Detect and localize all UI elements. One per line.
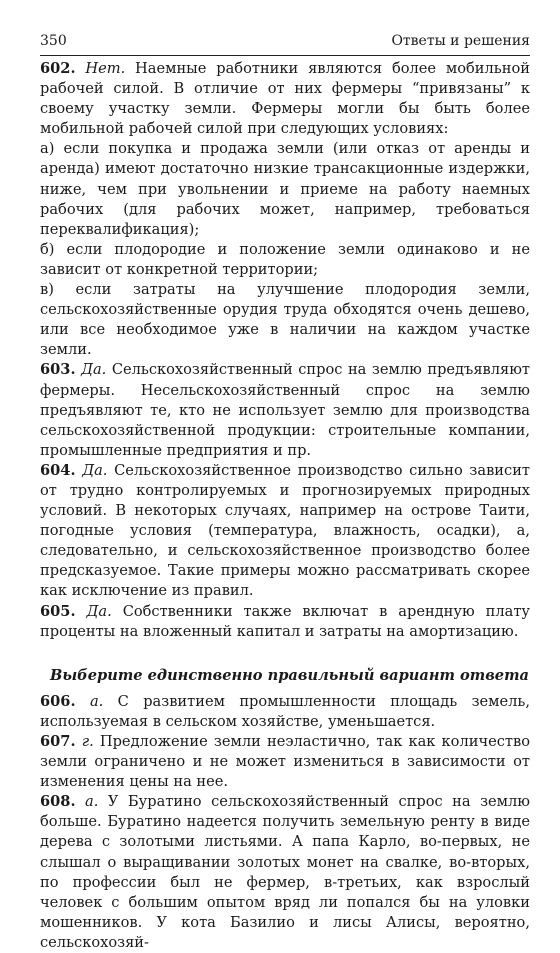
answer-603 [40,360,530,460]
item-number: 603. [40,361,76,379]
item-text: С развитием промышленности площадь земель, используемая в сельском хозяйстве, уменьшается. [40,692,531,730]
item-number: 604. [40,461,76,479]
page-content [40,59,530,953]
item-text: Собственники также включат в арендную плату проценты на вложенный капитал и затраты на амортизацию. [40,602,531,640]
running-title: Ответы и решения [391,33,530,49]
answer-607 [40,732,530,792]
item-text: У Буратино сельскохозяйственный спрос на землю больше. Буратино надеется получить земельную ренту в виде дерева с золотыми листьями. А папа Карло, во-первых, не слышал о выращивании золотых монет на свалке, во-вторых, по профессии был не фермер, в-третьих, как взрослый человек с большим опытом вряд ли попался бы на уловки мошенников. У кота Базилио и лисы Алисы, вероятно, сельскохозяй- [40,793,531,951]
answer-606 [40,692,530,732]
item-number: 607. [40,733,76,750]
answer-608 [40,792,530,953]
header-rule [40,55,530,56]
item-answer: Нет. [85,60,126,77]
answer-605 [40,602,530,642]
item-answer: Да. [86,602,112,620]
page-number: 350 [40,33,67,49]
condition-b: б) если плодородие и положение земли одинаково и не зависит от конкретной территории; [40,240,530,278]
item-number: 605. [40,602,76,620]
item-text: Сельскохозяйственный спрос на землю предъявляют фермеры. Несельскохозяйственный спрос на землю предъявляют те, кто не использует землю для производства сельскохозяйственной продукции: строительные компании, промышленные предприятия и пр. [40,361,531,459]
item-answer: а. [85,793,99,811]
item-number: 606. [40,692,76,710]
answer-604 [40,461,530,602]
condition-c: в) если затраты на улучшение плодородия земли, сельскохозяйственные орудия труда обходятся очень дешево, или все необходимое уже в наличии на каждом участке земли. [40,281,530,359]
item-answer: а. [89,692,104,710]
page-header [40,30,530,52]
item-text: Наемные работники являются более мобильной рабочей силой. В отличие от них фермеры “привязаны” к своему участку земли. Фермеры могли бы быть более мобильной рабочей силой при следующих условиях: [40,60,530,138]
item-answer: Да. [82,461,108,479]
section-title: Выберите единственно правильный вариант ответа [50,666,529,684]
item-answer: Да. [81,361,107,379]
condition-a: а) если покупка и продажа земли (или отказ от аренды и аренда) имеют достаточно низкие трансакционные издержки, ниже, чем при увольнении и приеме на работу наемных рабочих (для рабочих может, например, требоваться переквалификация); [40,140,530,238]
item-text: Предложение земли неэластично, так как количество земли ограничено и не может измениться в зависимости от изменения цены на нее. [40,733,530,791]
item-text: Сельскохозяйственное производство сильно зависит от трудно контролируемых и прогнозируемых природных условий. В некоторых случаях, например на острове Таити, погодные условия (температура, влажность, осадки), а, следовательно, и сельскохозяйственное производство более предсказуемое. Такие примеры можно рассматривать скорее как исключение из правил. [40,461,530,600]
answer-602 [40,59,530,139]
item-number: 602. [40,60,76,77]
item-answer: г. [81,733,94,750]
item-number: 608. [40,793,76,811]
